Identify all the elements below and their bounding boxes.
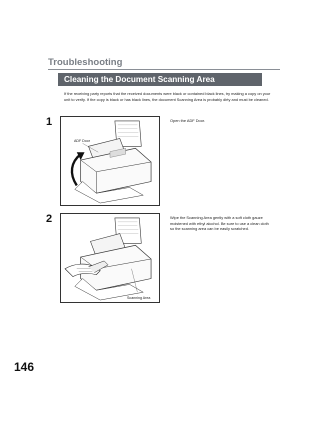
step-1-number: 1 [46,116,53,128]
page-number: 146 [14,360,35,374]
step-2-illustration [60,213,160,303]
fax-machine-cleaning-icon [61,214,159,302]
intro-paragraph: If the receiving party reports that the received documents were black or contained black lines, try making a copy on your unit to verify. If the copy is black or has black lines, the document Scanning Area is probably dirty and must be cleaned. [64,91,271,102]
section-title: Troubleshooting [48,57,123,68]
step-2-number: 2 [46,213,53,225]
section-rule [48,69,280,70]
step-1-text: Open the ADF Door. [170,118,206,123]
step-1-illustration [60,116,160,206]
step-1-callout: ADF Door [74,139,90,143]
banner-title: Cleaning the Document Scanning Area [58,73,262,86]
step-2-callout: Scanning Area [127,296,151,300]
step-2-text: Wipe the Scanning Area gently with a soft cloth gauze moistened with ethyl alcohol. Be sure to use a clean cloth so the scanning area can be easily scratched. [170,215,269,232]
fax-machine-open-door-icon [61,117,159,205]
